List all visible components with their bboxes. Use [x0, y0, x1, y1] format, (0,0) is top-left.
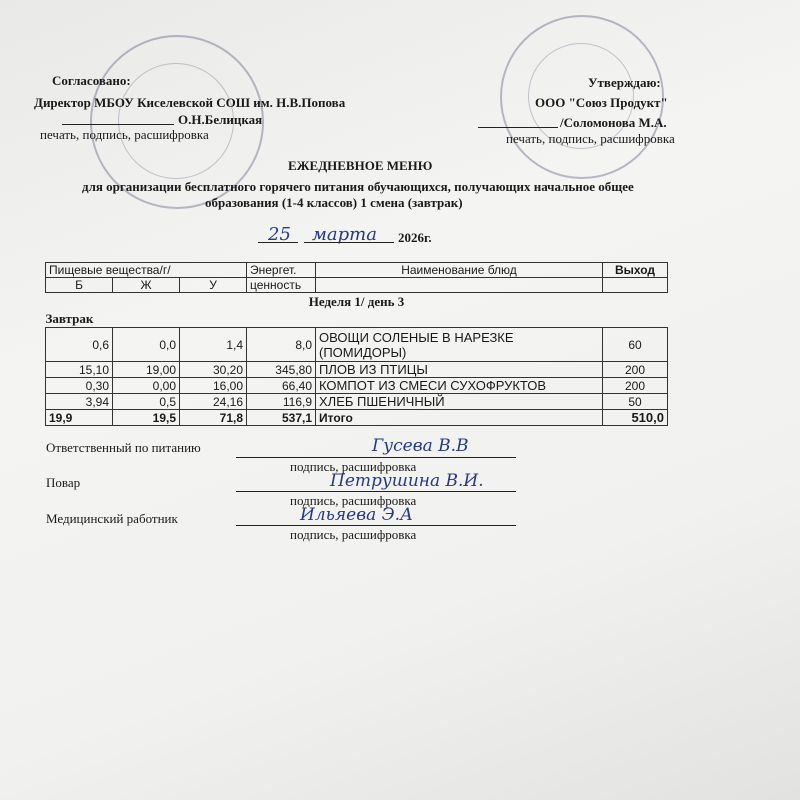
row-output: 50	[603, 394, 668, 410]
medic-sign-line	[236, 525, 516, 526]
row-output: 200	[603, 362, 668, 378]
col-u-header: У	[180, 278, 247, 293]
total-row	[46, 410, 668, 426]
total-u: 71,8	[180, 410, 247, 426]
energy-header-1: Энергет.	[247, 263, 316, 278]
responsible-sign-line	[236, 457, 516, 458]
row-dish: ОВОЩИ СОЛЕНЫЕ В НАРЕЗКЕ (ПОМИДОРЫ)	[316, 328, 603, 362]
date-day: 25	[268, 224, 291, 245]
left-signature-line	[62, 124, 174, 125]
row-kcal: 345,80	[247, 362, 316, 378]
week-label: Неделя 1/ день 3	[308, 294, 405, 309]
date-month-underline	[304, 242, 394, 243]
row-dish: КОМПОТ ИЗ СМЕСИ СУХОФРУКТОВ	[316, 378, 603, 394]
col-b-header: Б	[46, 278, 113, 293]
menu-table	[45, 262, 668, 426]
meal-row	[46, 311, 668, 328]
table-row	[46, 378, 668, 394]
approve-label: Утверждаю:	[588, 75, 661, 90]
right-signature-line	[478, 127, 558, 128]
cook-label: Повар	[46, 475, 81, 490]
meal-label: Завтрак	[46, 311, 668, 328]
director-line: Директор МБОУ Киселевской СОШ им. Н.В.Попова	[34, 95, 346, 110]
cook-sign-line	[236, 491, 516, 492]
responsible-signature: Гусева В.В	[372, 436, 469, 456]
cook-caption: подпись, расшифровка	[290, 493, 417, 508]
total-label: Итого	[316, 410, 603, 426]
title-subline-1: для организации бесплатного горячего питания обучающихся, получающих начальное общее	[82, 179, 634, 194]
dish-header: Наименование блюд	[316, 263, 603, 278]
date-month: марта	[312, 224, 377, 245]
date-day-underline	[258, 242, 298, 243]
week-row	[46, 293, 668, 312]
row-kcal: 116,9	[247, 394, 316, 410]
row-dish: ПЛОВ ИЗ ПТИЦЫ	[316, 362, 603, 378]
table-row	[46, 394, 668, 410]
row-kcal: 66,40	[247, 378, 316, 394]
row-zh: 0,5	[113, 394, 180, 410]
output-header: Выход	[603, 263, 668, 278]
company-name: ООО "Союз Продукт"	[535, 95, 668, 110]
row-u: 24,16	[180, 394, 247, 410]
title-subline-2: образования (1-4 классов) 1 смена (завтрак)	[205, 195, 463, 210]
row-dish: ХЛЕБ ПШЕНИЧНЫЙ	[316, 394, 603, 410]
row-b: 3,94	[46, 394, 113, 410]
output-header-blank	[603, 278, 668, 293]
total-b: 19,9	[46, 410, 113, 426]
medic-label: Медицинский работник	[46, 511, 178, 526]
left-note: печать, подпись, расшифровка	[40, 127, 209, 142]
total-zh: 19,5	[113, 410, 180, 426]
nutrients-header: Пищевые вещества/г/	[46, 263, 247, 278]
total-kcal: 537,1	[247, 410, 316, 426]
row-u: 30,20	[180, 362, 247, 378]
medic-caption: подпись, расшифровка	[290, 527, 417, 542]
right-note: печать, подпись, расшифровка	[506, 131, 675, 146]
page-title: ЕЖЕДНЕВНОЕ МЕНЮ	[288, 158, 433, 173]
dish-header-blank	[316, 278, 603, 293]
left-name: О.Н.Белицкая	[178, 112, 263, 127]
row-output: 60	[603, 328, 668, 362]
row-b: 0,6	[46, 328, 113, 362]
responsible-label: Ответственный по питанию	[46, 440, 201, 455]
row-u: 16,00	[180, 378, 247, 394]
row-zh: 19,00	[113, 362, 180, 378]
row-kcal: 8,0	[247, 328, 316, 362]
medic-signature: Ильяева Э.А	[300, 505, 413, 525]
right-name: /Соломонова М.А.	[560, 115, 667, 130]
row-zh: 0,00	[113, 378, 180, 394]
row-zh: 0,0	[113, 328, 180, 362]
row-b: 0,30	[46, 378, 113, 394]
energy-header-2: ценность	[247, 278, 316, 293]
header-row-2	[46, 278, 668, 293]
table-row	[46, 362, 668, 378]
cook-signature: Петрушина В.И.	[330, 471, 484, 491]
col-zh-header: Ж	[113, 278, 180, 293]
responsible-caption: подпись, расшифровка	[290, 459, 417, 474]
row-output: 200	[603, 378, 668, 394]
row-b: 15,10	[46, 362, 113, 378]
agreed-label: Согласовано:	[52, 73, 131, 88]
row-u: 1,4	[180, 328, 247, 362]
table-row	[46, 328, 668, 362]
date-year: 2026г.	[398, 230, 432, 245]
header-row-1	[46, 263, 668, 278]
total-output: 510,0	[603, 410, 668, 426]
